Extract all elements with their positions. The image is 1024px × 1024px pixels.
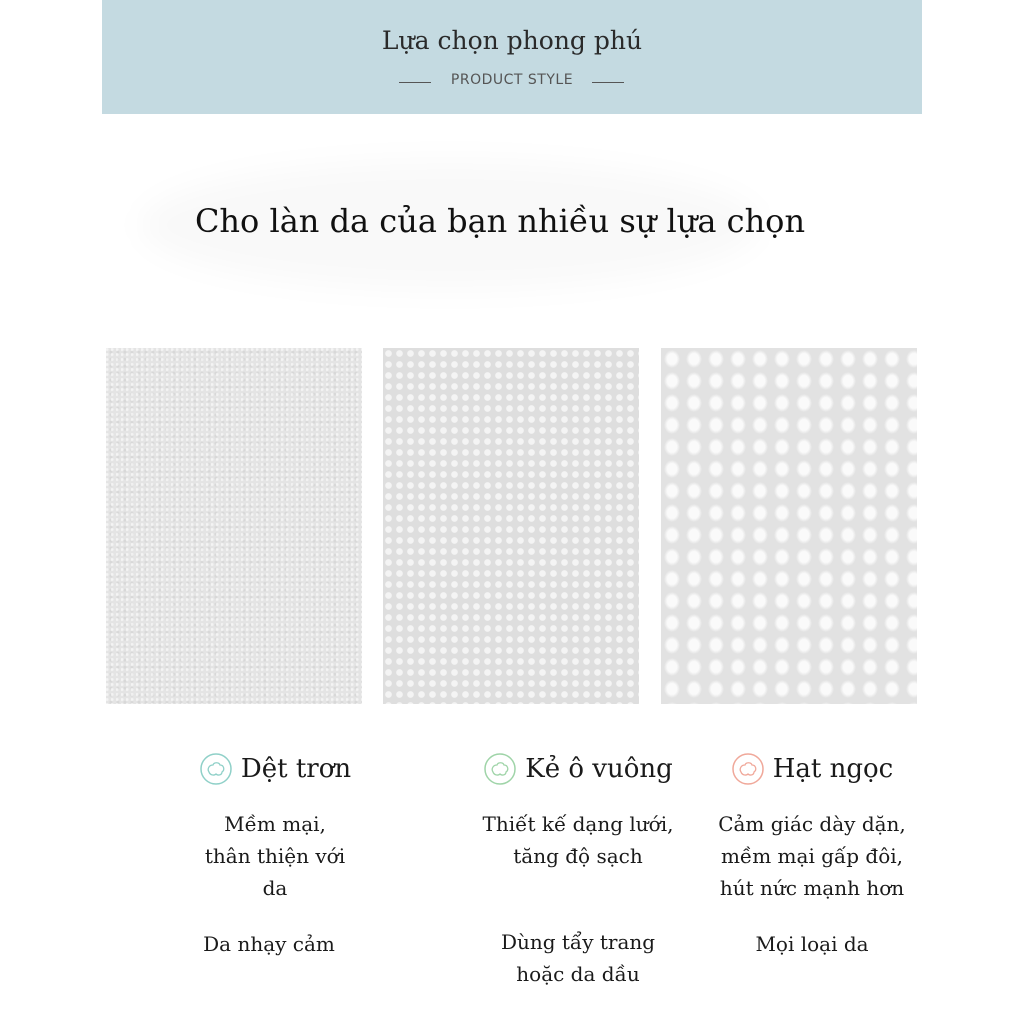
product-name: Dệt trơn bbox=[240, 754, 352, 784]
cotton-flower-icon bbox=[731, 752, 765, 786]
product-description bbox=[150, 808, 400, 904]
usage-line: Da nhạy cảm bbox=[203, 932, 335, 956]
product-title bbox=[700, 752, 924, 786]
desc-line: tăng độ sạch bbox=[513, 844, 643, 868]
product-name: Kẻ ô vuông bbox=[525, 754, 673, 784]
cotton-flower-icon bbox=[199, 752, 233, 786]
divider-right bbox=[592, 82, 624, 83]
headline: Cho làn da của bạn nhiều sự lựa chọn bbox=[194, 202, 806, 240]
desc-line: hút nức mạnh hơn bbox=[719, 876, 905, 900]
product-usage bbox=[422, 926, 734, 990]
banner-subtitle: PRODUCT STYLE bbox=[450, 72, 574, 88]
desc-line: mềm mại gấp đôi, bbox=[720, 844, 904, 868]
desc-line: Mềm mại, bbox=[224, 812, 326, 836]
usage-line: hoặc da dầu bbox=[516, 962, 640, 986]
product-description bbox=[422, 808, 734, 872]
product-column-plain bbox=[150, 752, 400, 956]
product-usage bbox=[700, 928, 924, 960]
texture-image-pearl bbox=[661, 348, 917, 704]
desc-line: Thiết kế dạng lưới, bbox=[482, 812, 674, 836]
banner-title: Lựa chọn phong phú bbox=[381, 26, 643, 55]
texture-image-grid bbox=[383, 348, 639, 704]
usage-line: Dùng tẩy trang bbox=[500, 930, 656, 954]
product-description bbox=[690, 808, 934, 904]
product-title bbox=[150, 752, 400, 786]
product-usage bbox=[138, 928, 400, 960]
product-name: Hạt ngọc bbox=[772, 754, 894, 784]
texture-image-plain bbox=[106, 348, 362, 704]
header-banner bbox=[102, 0, 922, 114]
desc-line: da bbox=[262, 876, 288, 900]
product-title bbox=[450, 752, 706, 786]
desc-line: thân thiện với bbox=[204, 844, 346, 868]
desc-line: Cảm giác dày dặn, bbox=[718, 812, 906, 836]
usage-line: Mọi loại da bbox=[755, 932, 869, 956]
product-column-pearl bbox=[700, 752, 924, 956]
cotton-flower-icon bbox=[483, 752, 517, 786]
product-column-grid bbox=[450, 752, 706, 986]
